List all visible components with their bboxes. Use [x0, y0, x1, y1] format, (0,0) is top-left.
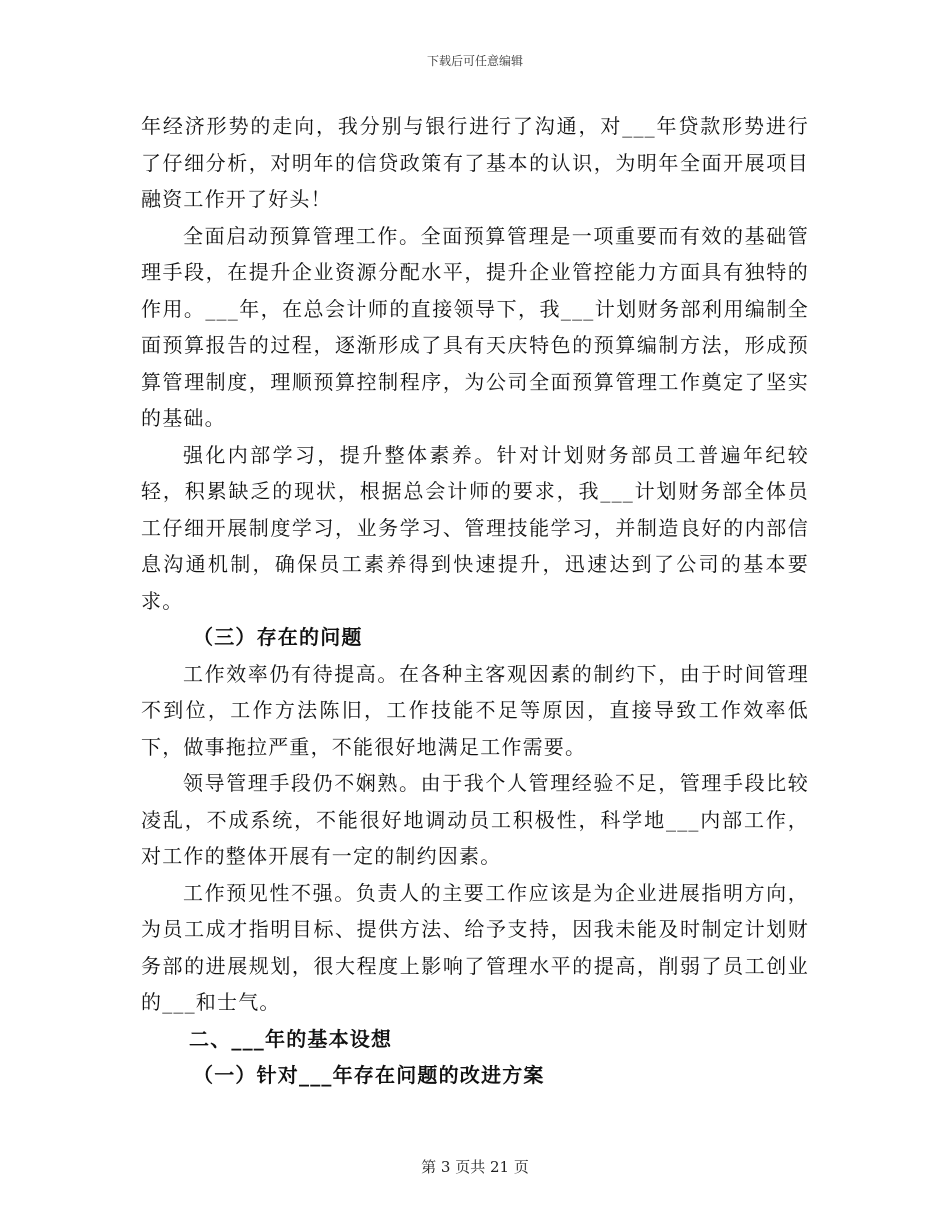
- paragraph-internal-learning: 强化内部学习，提升整体素养。针对计划财务部员工普遍年纪较轻，积累缺乏的现状，根据总会计师的要求，我___计划财务部全体员工仔细开展制度学习，业务学习、管理技能学习，并制造良好的内部信息沟通机制，确保员工素养得到快速提升，迅速达到了公司的基本要求。: [141, 442, 809, 613]
- heading-basic-plan: 二、___年的基本设想: [189, 1026, 393, 1051]
- paragraph-loan-situation: 年经济形势的走向，我分别与银行进行了沟通，对___年贷款形势进行了仔细分析，对明年的信贷政策有了基本的认识，为明年全面开展项目融资工作开了好头！: [141, 114, 809, 211]
- document-body: [141, 108, 809, 1094]
- page-footer: 第 3 页共 21 页: [421, 1158, 529, 1176]
- paragraph-foresight: 工作预见性不强。负责人的主要工作应该是为企业进展指明方向，为员工成才指明目标、提供方法、给予支持，因我未能及时制定计划财务部的进展规划，很大程度上影响了管理水平的提高，削弱了员工创业的___和士气。: [141, 880, 809, 1014]
- paragraph-budget-management: 全面启动预算管理工作。全面预算管理是一项重要而有效的基础管理手段，在提升企业资源分配水平，提升企业管控能力方面具有独特的作用。___年，在总会计师的直接领导下，我___计划财务部利用编制全面预算报告的过程，逐渐形成了具有天庆特色的预算编制方法，形成预算管理制度，理顺预算控制程序，为公司全面预算管理工作奠定了坚实的基础。: [141, 223, 809, 430]
- subheading-improvement-plan: （一）针对___年存在问题的改进方案: [193, 1063, 545, 1087]
- subheading-existing-problems: （三）存在的问题: [193, 625, 363, 649]
- page-header: 下载后可任意编辑: [426, 54, 523, 68]
- paragraph-work-efficiency: 工作效率仍有待提高。在各种主客观因素的制约下，由于时间管理不到位，工作方法陈旧，工作技能不足等原因，直接导致工作效率低下，做事拖拉严重，不能很好地满足工作需要。: [141, 661, 809, 759]
- paragraph-management-skills: 领导管理手段仍不娴熟。由于我个人管理经验不足，管理手段比较凌乱，不成系统，不能很好地调动员工积极性，科学地___内部工作，对工作的整体开展有一定的制约因素。: [141, 771, 809, 868]
